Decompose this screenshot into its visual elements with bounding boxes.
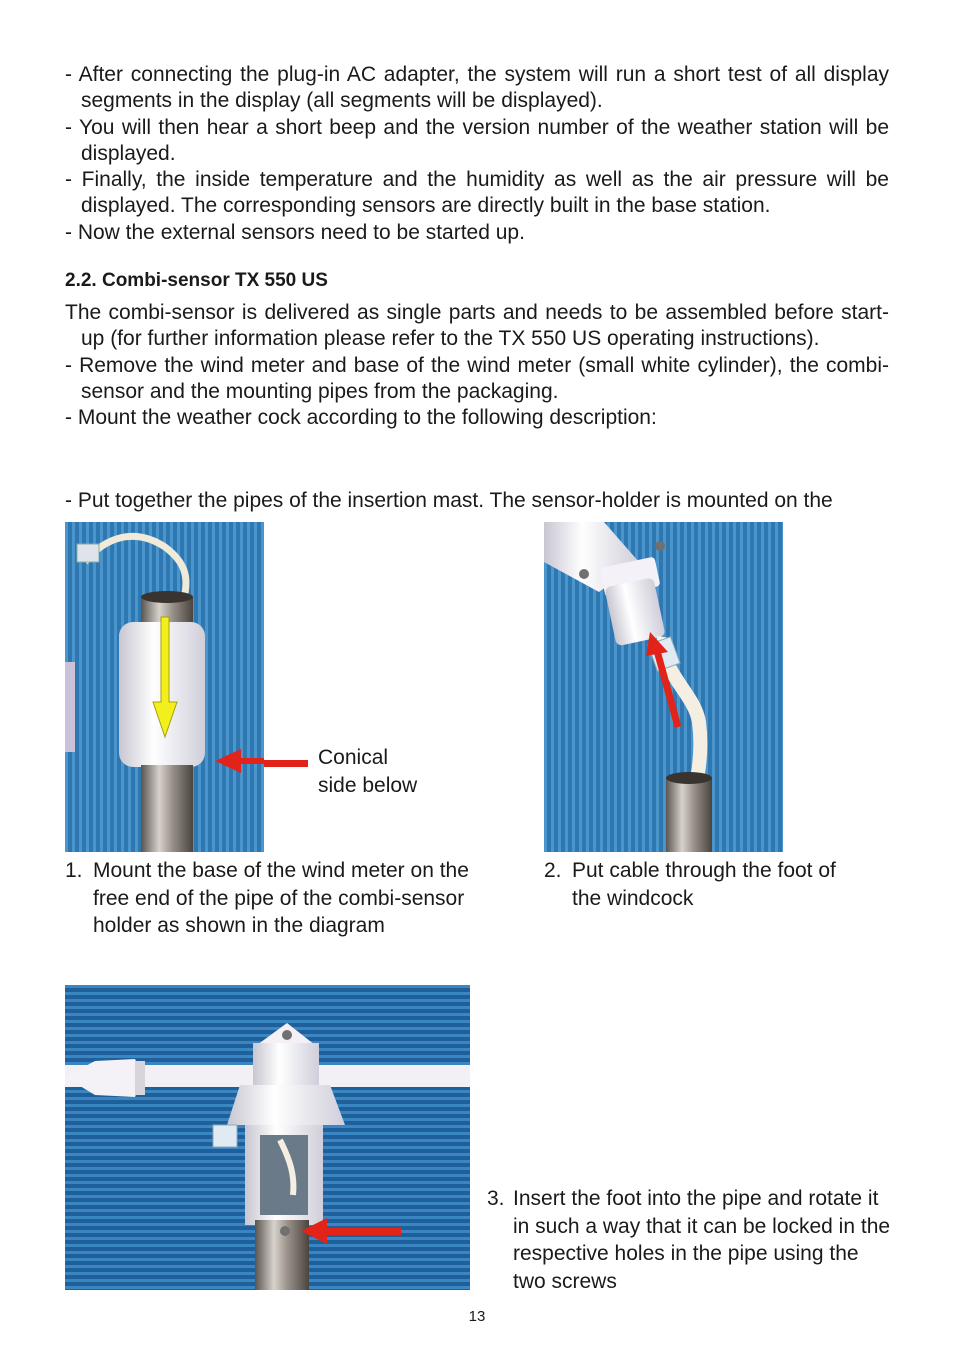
section-item: - Mount the weather cock according to the following description: — [65, 406, 657, 430]
intro-list — [65, 62, 889, 246]
caption-step-1 — [65, 857, 485, 940]
caption-number: 2. — [544, 859, 562, 882]
caption-step-2 — [544, 857, 854, 912]
intro-item: - You will then hear a short beep and the version number of the weather station will be displayed. — [65, 115, 889, 165]
annotation-line: side below — [318, 773, 418, 797]
intro-item: - Finally, the inside temperature and the humidity as well as the air pressure will be displayed. The corresponding sensors are directly built in the base station. — [65, 168, 889, 218]
page-number: 13 — [468, 1308, 486, 1325]
section-heading: 2.2. Combi-sensor TX 550 US — [65, 270, 328, 291]
annotation-line: Conical — [318, 746, 389, 769]
intro-item: - After connecting the plug-in AC adapter, the system will run a short test of all display segments in the display (all segments will be displayed). — [65, 63, 889, 113]
intro-item: - Now the external sensors need to be started up. — [65, 220, 525, 244]
caption-text: Mount the base of the wind meter on the free end of the pipe of the combi-sensor holder as shown in the diagram — [93, 859, 469, 937]
section-body — [65, 300, 889, 431]
caption-number: 3. — [487, 1187, 505, 1210]
photo-foot-in-pipe — [65, 985, 470, 1290]
caption-text: Insert the foot into the pipe and rotate it in such a way that it can be locked in the respective holes in the pipe using the two screws — [513, 1187, 891, 1293]
caption-number: 1. — [65, 859, 83, 882]
caption-step-3 — [487, 1185, 892, 1295]
section-item: - Put together the pipes of the insertion mast. The sensor-holder is mounted on the — [65, 489, 833, 512]
annotation-conical — [318, 744, 417, 799]
section-last-line — [65, 488, 889, 514]
photo-wind-meter-base — [65, 522, 264, 852]
section-paragraph: The combi-sensor is delivered as single parts and needs to be assembled before start-up (for further information please refer to the TX 550 US operating instructions). — [65, 301, 889, 351]
caption-text: Put cable through the foot of the windcock — [572, 859, 836, 910]
photo-cable-through-foot — [544, 522, 783, 852]
section-item: - Remove the wind meter and base of the wind meter (small white cylinder), the combi-sensor and the mounting pipes from the packaging. — [65, 353, 889, 403]
red-arrow-1 — [264, 752, 308, 776]
